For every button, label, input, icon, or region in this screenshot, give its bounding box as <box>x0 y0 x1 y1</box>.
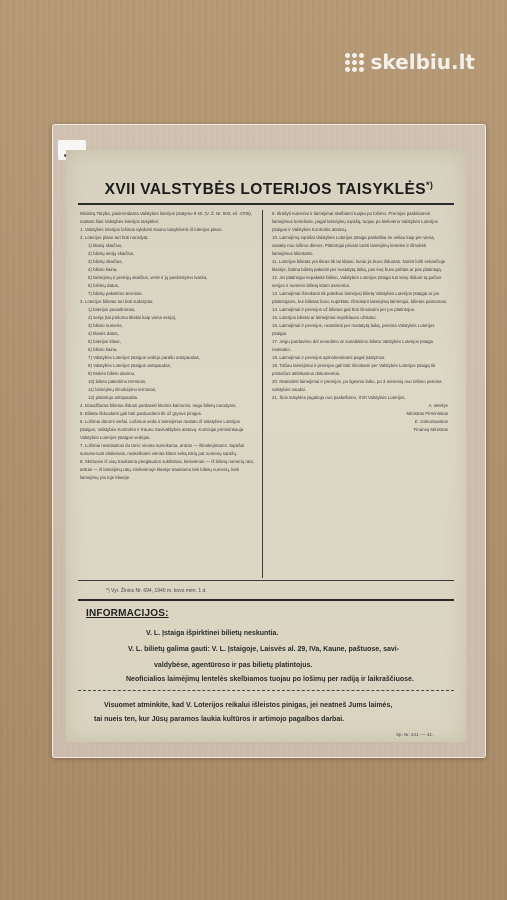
rule-paragraph: 12) platintojo antspaudas. <box>88 395 139 400</box>
rule-paragraph: 3. Loterijos bilietas turi būti sudarytas: <box>80 299 154 304</box>
rule-paragraph: 20. Neatsiimti laimėjimai ir premijos, po ilgesnio laiko, po 3 mėnesių nuo lošimo pereina valstybės naudai. <box>272 379 442 392</box>
rule-paragraph: Ministrų Taryba, pasiremdama Valstybės loterijos įstatymo 9 str. (V. Ž. Nr. 503, eil. 4705), nustato šias Valstybės loterijos taisykles: <box>80 211 252 224</box>
dashed-rule <box>78 690 454 691</box>
rule-paragraph: 3) bilietų skaičius, <box>88 259 123 264</box>
info-line: V. L. bilietų galima gauti: V. L. Įstaigoje, Laisvės al. 29, IVa, Kaune, paštuose, savi- <box>128 646 400 653</box>
rules-left-column <box>80 210 256 578</box>
rule-paragraph: 1. Valstybės loterijos lošimai vykdomi Kauno taisyklėmis iš loterijos plano. <box>80 227 223 232</box>
site-watermark <box>345 50 475 74</box>
document-title <box>84 180 454 199</box>
rule-paragraph: 9) Mokės bilieto davimo, <box>88 371 136 376</box>
print-mark: Sp. Nr. 441. — 41. <box>396 732 434 737</box>
rules-right-column <box>272 210 448 578</box>
closing-line: Visuomet atminkite, kad V. Loterijos reikalui išleistos pinigas, jei neatneš Jums laimės, <box>104 702 393 709</box>
rule-paragraph: 21. Šios taisyklės įsigalioja nuo paskelbimo, XVII Valstybės Loterijos. <box>272 395 406 400</box>
rule-paragraph: 4) bilieto kaina, <box>88 267 118 272</box>
rule-paragraph: 10) bilieto pakeitimo terminas, <box>88 379 147 384</box>
rule-paragraph: 12. Jei platintojai nepakeitė bilieto, Valstybės Loterijos Įstaiga turi teisę išduoti tą pačios serijos ir numerio bilietą kitam asmeniui. <box>272 275 442 288</box>
rule-paragraph: 8) Valstybės Loterijos Įstaigos antspaudas, <box>88 363 172 368</box>
watermark-dots-icon <box>345 53 364 72</box>
rule-paragraph: 15. Loterijos bilietai ar laimėjimai nepriklauso užstatui. <box>272 315 377 320</box>
rule-paragraph: 1) klasių skaičius, <box>88 243 123 248</box>
rule-paragraph: 8. Skirtuose iš visų traukiama prieglaudos sukibtiniai, kiekvienas — iš bilietų numerių rato, antras — iš laimėjimų ratų. Kiekvienoje klasėje traukiama tiek bilietų numerių, kiek laimėjimų yra toje klasėje. <box>80 459 255 480</box>
rule-paragraph: 13. Laimėjimai išmokami tik pateikus laimėjusį bilietą Valstybės Loterijos Įstaigai ar jos platintojams, kur bilietas buvo nupirktas. Išmokant laimėjimą laimėtojui, bilietas paimamas. <box>272 291 448 304</box>
rule-paragraph: 9. Išrašyti numeriai ir laimėjimai skelbiami tuojau po lošimo. Premijos paskiriamos laimėjimus korteliose, pagal laimėjimų sąrašą, tuojau po kiekvieno Valstybės Loterijos Įstaigos ir Valstybės Kontrolės atstovų. <box>272 211 438 232</box>
rule-paragraph: 17. Jeigu pardavimo dėl nevedimo ar sunaikinimo bilieto Valstybės Loterijos Įstaiga neatsako. <box>272 339 433 352</box>
rule-paragraph: 6) lošimų datos, <box>88 283 119 288</box>
rule-paragraph: 10. Laimėjimų sąrašai Valstybės Loterijos Įstaiga paskelbia ne vėliau kaip per vieną savaitę nuo lošimo dienos. Platintojai privalo turėti laimėjimų lenteles ir išmokėti laimėjimus klientams. <box>272 235 434 256</box>
title-text: XVII VALSTYBĖS LOTERIJOS TAISYKLĖS <box>104 181 427 199</box>
column-divider <box>262 210 263 578</box>
rule-paragraph: 7) Valstybės Loterijos Įstaigos vedėjo parašo antspaudas, <box>88 355 200 360</box>
rule-paragraph: 14. Laimėjimai ir premijos už bilietus gali būti išmokami per jos platintojus. <box>272 307 416 312</box>
rule-paragraph: 7. Lošimai nesiskaitosi du tarsi: vienas sumokama, antras — išmokėjimams. Sąrašai sunumeruoti ekdieniais, nuskelbiami vienas kitam seką tokių pat numerių sąrašų. <box>80 443 244 456</box>
rule-paragraph: 1) loterijos pavadinimas, <box>88 307 136 312</box>
rule-paragraph: 11. Loterijos bilietas yra tikras tik tai klasei, kuriai jis buvo išduotas. Norint lošti sekančioje klasėje, būtina bilietą pakeisti per nustatytą laiką, pas kurį buvo pirktas ar pas platintoją. <box>272 259 446 272</box>
section-rule <box>78 580 454 581</box>
section-rule <box>78 599 454 601</box>
rule-paragraph: 5. Bilietai išduodami gali būti parduodami tik už grynus pinigus. <box>80 411 203 416</box>
rule-paragraph: 11) laimėjimų išmokėjimo terminas, <box>88 387 157 392</box>
rule-paragraph: 19. Tačiau laimėjimai ir premijos gali būti išmokami per Valstybės Loterijos Įstaigą tik pristačius atitinkamus dokumentus. <box>272 363 436 376</box>
info-line: V. L. Įstaiga išpirktinei bilietų neskuntia. <box>146 630 279 637</box>
rule-paragraph: 5) laimėjimų ir premijų skaičius, vertė ir jų paskirstymo tvarka, <box>88 275 208 280</box>
info-line: Neoficialios laimėjimų lentelės skelbiamos tuojau po lošimų per radiją ir laikraščiuose. <box>126 676 414 683</box>
signature-name: E. Galvanauskas <box>414 419 448 424</box>
rule-paragraph: 2) bilietų serijų skaičius, <box>88 251 135 256</box>
title-rule <box>78 203 454 205</box>
rule-paragraph: 2) serija (tai įrašoma tiksliai kaip viena serija), <box>88 315 177 320</box>
title-footnote-mark: *) <box>426 180 434 190</box>
information-heading: INFORMACIJOS: <box>86 608 169 619</box>
footnote: *) Vyr. Žinios Nr. 694, 1940 m. kovo mėn. 1 d. <box>106 588 207 594</box>
signature-role: Finansų Ministras <box>413 427 448 432</box>
watermark-brand: skelbiu.lt <box>370 50 475 74</box>
rule-paragraph: 4) klasės datos, <box>88 331 119 336</box>
rule-paragraph: 7) bilietų pakeitimo terminai. <box>88 291 143 296</box>
signature-name: A. Merkys <box>428 403 448 408</box>
rule-paragraph: 2. Loterijos plane turi būti nurodyta: <box>80 235 149 240</box>
signature-role: Ministras Pirmininkas <box>406 411 448 416</box>
rule-paragraph: 16. Laimėjimai ir premijos, neatsiimti per nustatytą laiką, pereina Valstybės Loterijos Įstaigai. <box>272 323 435 336</box>
info-line: valdybėse, agentūroso ir pas bilietų platintojus. <box>154 662 313 669</box>
rule-paragraph: 6) bilieto kaina, <box>88 347 118 352</box>
closing-line: tai nueis ten, kur Jūsų paramos laukia kultūros ir artimojo pagalbos darbai. <box>94 716 345 723</box>
lottery-rules-sheet <box>66 150 466 742</box>
rule-paragraph: 18. Laimėjimai ir premijos apmokestinami pagal įstatymus. <box>272 355 386 360</box>
rule-paragraph: 5) loterijos klasė, <box>88 339 121 344</box>
rule-paragraph: 6. Lošimai daromi viešai. Lošimus veda ir laimėjimus nustato iš Valstybės Loterijos Įstaigos, Valstybės Kontrolės ir Kauno Savivaldybės atstovų. Komisijai pirmininkauja Valstybės Loterijos Įstaigos vedėjas. <box>80 419 244 440</box>
rule-paragraph: 3) bilieto numeris, <box>88 323 123 328</box>
rule-paragraph: 4. Draudžiama bilietus išduoti pardavėti kitomis kainomis, negu bilietų nurodytos. <box>80 403 237 408</box>
